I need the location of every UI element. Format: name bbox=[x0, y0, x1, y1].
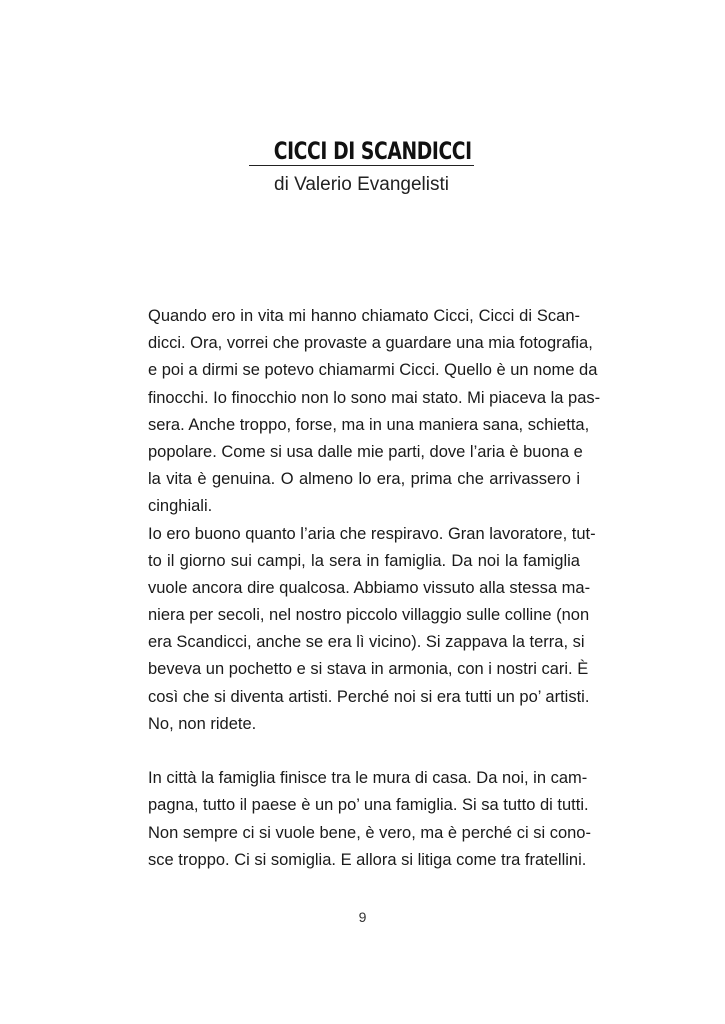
paragraph-3 bbox=[148, 765, 591, 874]
text-line: la vita è genuina. O almeno lo era, prima che arrivassero i bbox=[148, 470, 580, 489]
text-line: beveva un pochetto e si stava in armonia, con i nostri cari. È bbox=[148, 660, 589, 679]
text-line: pagna, tutto il paese è un po’ una famiglia. Si sa tutto di tutti. bbox=[148, 796, 589, 815]
text-line: popolare. Come si usa dalle mie parti, dove l’aria è buona e bbox=[148, 442, 583, 461]
chapter-body bbox=[148, 303, 601, 874]
text-line: In città la famiglia finisce tra le mura di casa. Da noi, in cam- bbox=[148, 769, 588, 788]
text-line: Non sempre ci si vuole bene, è vero, ma è perché ci si cono- bbox=[148, 823, 591, 842]
text-line: dicci. Ora, vorrei che provaste a guardare una mia fotografia, bbox=[148, 334, 593, 353]
text-line: vuole ancora dire qualcosa. Abbiamo vissuto alla stessa ma- bbox=[148, 578, 591, 597]
page-number: 9 bbox=[358, 909, 367, 925]
text-line: niera per secoli, nel nostro piccolo villaggio sulle colline (non bbox=[148, 606, 590, 625]
text-line: Quando ero in vita mi hanno chiamato Cicci, Cicci di Scan- bbox=[148, 307, 580, 325]
text-line: to il giorno sui campi, la sera in famiglia. Da noi la famiglia bbox=[148, 551, 580, 570]
text-line: sera. Anche troppo, forse, ma in una maniera sana, schietta, bbox=[148, 415, 590, 434]
text-line: sce troppo. Ci si somiglia. E allora si litiga come tra fratellini. bbox=[148, 850, 587, 869]
paragraph-2 bbox=[148, 521, 596, 739]
chapter-title: CICCI DI SCANDICCI bbox=[273, 137, 472, 165]
chapter-author: di Valerio Evangelisti bbox=[274, 174, 449, 195]
text-line: No, non ridete. bbox=[148, 714, 257, 733]
text-line: era Scandicci, anche se era lì vicino). Si zappava la terra, si bbox=[148, 633, 585, 652]
text-line: Io ero buono quanto l’aria che respiravo. Gran lavoratore, tut- bbox=[148, 524, 596, 543]
text-line: finocchi. Io finocchio non lo sono mai stato. Mi piaceva la pas- bbox=[148, 388, 601, 407]
title-underline bbox=[249, 165, 474, 166]
paragraph-1 bbox=[148, 303, 601, 521]
text-line: e poi a dirmi se potevo chiamarmi Cicci. Quello è un nome da bbox=[148, 361, 598, 380]
chapter-header bbox=[249, 138, 474, 197]
paragraph-gap bbox=[148, 738, 580, 765]
text-line: cinghiali. bbox=[148, 497, 213, 516]
text-line: così che si diventa artisti. Perché noi si era tutti un po’ artisti. bbox=[148, 687, 590, 706]
